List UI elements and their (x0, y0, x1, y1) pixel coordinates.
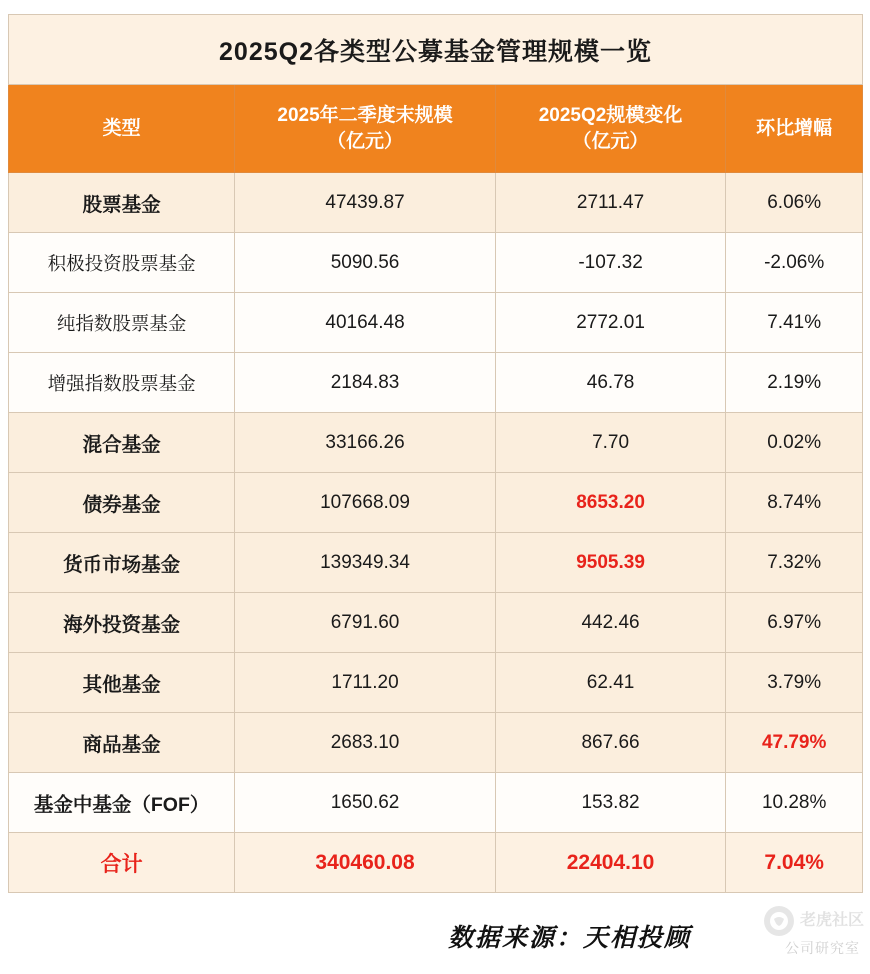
fund-scale-table-container (8, 14, 863, 893)
cell-type-total: 合计 (9, 833, 235, 893)
cell-scale: 2184.83 (235, 353, 495, 413)
table-row (9, 353, 863, 413)
cell-change: 2711.47 (495, 173, 726, 233)
cell-pct: 2.19% (726, 353, 863, 413)
column-header-change (495, 85, 726, 173)
table-row-total (9, 833, 863, 893)
column-header-scale (235, 85, 495, 173)
cell-change: 2772.01 (495, 293, 726, 353)
cell-change: 8653.20 (495, 473, 726, 533)
column-header-change-label: 2025Q2规模变化 (538, 104, 683, 126)
column-header-pct-label: 环比增幅 (756, 117, 833, 139)
table-row (9, 413, 863, 473)
cell-change: 9505.39 (495, 533, 726, 593)
cell-pct: 6.06% (726, 173, 863, 233)
table-row (9, 473, 863, 533)
table-row (9, 593, 863, 653)
cell-scale: 139349.34 (235, 533, 495, 593)
cell-type: 股票基金 (9, 173, 235, 233)
cell-pct: -2.06% (726, 233, 863, 293)
cell-pct: 7.41% (726, 293, 863, 353)
cell-change: -107.32 (495, 233, 726, 293)
cell-type: 混合基金 (9, 413, 235, 473)
cell-scale: 33166.26 (235, 413, 495, 473)
cell-pct: 7.32% (726, 533, 863, 593)
table-row (9, 653, 863, 713)
watermark-logo-group (764, 906, 864, 936)
tiger-logo-icon (764, 906, 794, 936)
table-title-row (9, 15, 863, 85)
cell-type: 债券基金 (9, 473, 235, 533)
cell-pct: 47.79% (726, 713, 863, 773)
cell-scale: 2683.10 (235, 713, 495, 773)
cell-type: 基金中基金（FOF） (9, 773, 235, 833)
column-header-scale-unit: （亿元） (327, 130, 404, 152)
cell-change: 62.41 (495, 653, 726, 713)
column-header-pct (726, 85, 863, 173)
column-header-type-label: 类型 (102, 117, 141, 139)
column-header-change-unit: （亿元） (572, 130, 649, 152)
cell-type: 货币市场基金 (9, 533, 235, 593)
column-header-scale-label: 2025年二季度末规模 (277, 104, 453, 126)
column-header-type (9, 85, 235, 173)
cell-scale: 1650.62 (235, 773, 495, 833)
table-row (9, 233, 863, 293)
cell-scale: 6791.60 (235, 593, 495, 653)
table-body (9, 173, 863, 893)
cell-pct: 0.02% (726, 413, 863, 473)
cell-scale: 5090.56 (235, 233, 495, 293)
table-row (9, 173, 863, 233)
cell-scale: 40164.48 (235, 293, 495, 353)
cell-change: 7.70 (495, 413, 726, 473)
watermark-label-secondary: 公司研究室 (785, 940, 860, 956)
cell-type: 海外投资基金 (9, 593, 235, 653)
table-row (9, 713, 863, 773)
cell-type: 商品基金 (9, 713, 235, 773)
cell-pct: 3.79% (726, 653, 863, 713)
cell-pct-total: 7.04% (726, 833, 863, 893)
cell-change: 442.46 (495, 593, 726, 653)
cell-type: 纯指数股票基金 (9, 293, 235, 353)
table-header-row (9, 85, 863, 173)
cell-change: 153.82 (495, 773, 726, 833)
cell-pct: 10.28% (726, 773, 863, 833)
source-note: 数据来源：天相投顾 (448, 925, 692, 952)
cell-change: 46.78 (495, 353, 726, 413)
watermark-label: 老虎社区 (799, 911, 864, 929)
cell-scale: 1711.20 (235, 653, 495, 713)
cell-scale: 47439.87 (235, 173, 495, 233)
cell-type: 积极投资股票基金 (9, 233, 235, 293)
cell-scale-total: 340460.08 (235, 833, 495, 893)
cell-type: 增强指数股票基金 (9, 353, 235, 413)
table-row (9, 293, 863, 353)
cell-type: 其他基金 (9, 653, 235, 713)
table-row (9, 773, 863, 833)
cell-change-total: 22404.10 (495, 833, 726, 893)
page-title: 2025Q2各类型公募基金管理规模一览 (9, 15, 863, 85)
table-row (9, 533, 863, 593)
cell-change: 867.66 (495, 713, 726, 773)
cell-pct: 8.74% (726, 473, 863, 533)
fund-scale-table (8, 14, 863, 893)
cell-scale: 107668.09 (235, 473, 495, 533)
cell-pct: 6.97% (726, 593, 863, 653)
